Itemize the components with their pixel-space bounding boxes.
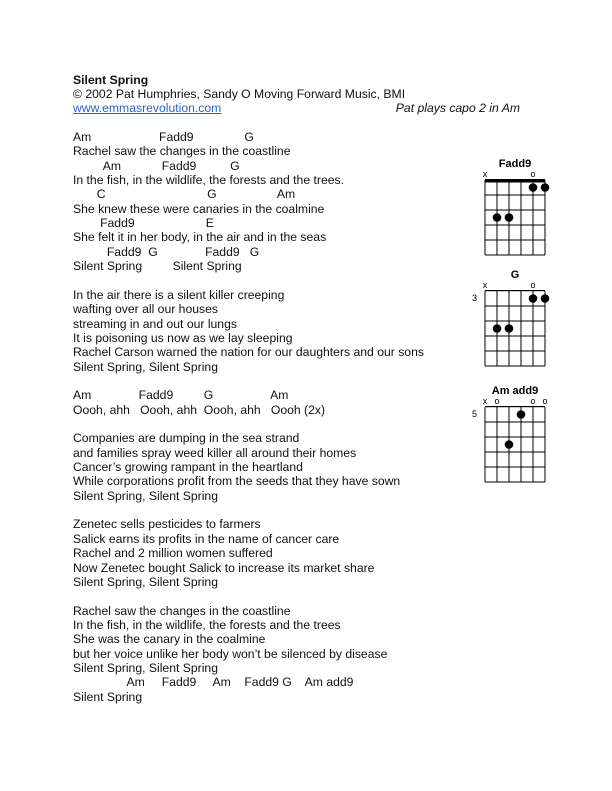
lyric-line: Rachel Carson warned the nation for our daughters and our sons <box>73 345 424 360</box>
lyric-line: Silent Spring Silent Spring <box>73 259 242 274</box>
lyric-line: Am Fadd9 G <box>73 158 240 173</box>
lyric-line: Silent Spring, Silent Spring <box>73 359 218 374</box>
chord-name: Fadd9 <box>498 158 532 170</box>
lyric-line: Fadd9 E <box>73 216 214 231</box>
open-string-mark: o <box>530 280 536 290</box>
finger-dot <box>505 440 514 449</box>
lyric-line: It is poisoning us now as we lay sleeping <box>73 330 293 345</box>
lyric-line: While corporations profit from the seeds that they have sown <box>73 474 401 489</box>
lyric-line: Am Fadd9 Am Fadd9 G Am add9 <box>73 675 354 690</box>
lyric-line: Fadd9 G Fadd9 G <box>73 244 260 259</box>
lyric-line: but her voice unlike her body won’t be silenced by disease <box>73 646 388 661</box>
finger-dot <box>505 324 514 333</box>
finger-dot <box>517 410 526 419</box>
lyric-line: Am Fadd9 G <box>73 130 254 144</box>
nut-bar <box>485 179 545 183</box>
finger-dot <box>541 294 550 303</box>
chord-diagram-fadd9 <box>468 156 558 260</box>
chord-diagram-am-add9 <box>468 383 558 487</box>
lyric-line: Now Zenetec bought Salick to increase its market share <box>73 560 375 575</box>
lyric-line: and families spray weed killer all around their homes <box>73 445 357 460</box>
lyric-line: Salick earns its profits in the name of cancer care <box>73 531 340 546</box>
lyric-line: Companies are dumping in the sea strand <box>73 431 300 446</box>
open-string-mark: o <box>542 396 548 406</box>
muted-string-mark: x <box>482 396 488 406</box>
lyric-line: Silent Spring, Silent Spring <box>73 574 218 589</box>
lyric-line: C G Am <box>73 187 296 202</box>
muted-string-mark: x <box>482 169 488 179</box>
fret-number-label: 5 <box>471 409 477 419</box>
lyric-line: Rachel saw the changes in the coastline <box>73 603 291 618</box>
copyright-line: © 2002 Pat Humphries, Sandy O Moving Forward Music, BMI <box>73 87 406 101</box>
website-link[interactable]: www.emmasrevolution.com <box>73 101 222 115</box>
finger-dot <box>493 213 502 222</box>
chord-diagram-svg <box>468 267 558 371</box>
lyric-line: Zenetec sells pesticides to farmers <box>73 517 261 532</box>
lyric-line: streaming in and out our lungs <box>73 316 237 331</box>
chord-name: G <box>510 269 520 281</box>
lyric-line: Cancer’s growing rampant in the heartland <box>73 460 303 475</box>
finger-dot <box>493 324 502 333</box>
lyric-line: In the fish, in the wildlife, the forests and the trees <box>73 617 341 632</box>
lyric-line: In the fish, in the wildlife, the forests and the trees. <box>73 173 344 188</box>
finger-dot <box>529 183 538 192</box>
lyric-line: Silent Spring, Silent Spring <box>73 660 218 675</box>
capo-note: Pat plays capo 2 in Am <box>395 101 520 115</box>
lyric-line: Oooh, ahh Oooh, ahh Oooh, ahh Oooh (2x) <box>73 402 326 417</box>
lyric-line: Rachel and 2 million women suffered <box>73 546 273 561</box>
muted-string-mark: x <box>482 280 488 290</box>
nut-bar <box>485 406 545 407</box>
open-string-mark: o <box>530 169 536 179</box>
fret-number-label: 3 <box>471 293 477 303</box>
open-string-mark: o <box>494 396 500 406</box>
finger-dot <box>529 294 538 303</box>
lyric-line: Silent Spring, Silent Spring <box>73 488 218 503</box>
open-string-mark: o <box>530 396 536 406</box>
lyric-line: She felt it in her body, in the air and in the seas <box>73 230 327 245</box>
chord-name: Am add9 <box>491 385 539 397</box>
lyric-line: In the air there is a silent killer creeping <box>73 287 285 302</box>
song-title: Silent Spring <box>73 73 149 87</box>
nut-bar <box>485 290 545 291</box>
lyric-line: She was the canary in the coalmine <box>73 632 266 647</box>
lyric-line: She knew these were canaries in the coalmine <box>73 201 325 216</box>
lyric-line: Rachel saw the changes in the coastline <box>73 144 291 159</box>
chord-diagram-g <box>468 267 558 371</box>
chord-diagram-svg <box>468 156 558 260</box>
lyric-line: wafting over all our houses <box>73 302 218 317</box>
finger-dot <box>541 183 550 192</box>
lyric-line: Am Fadd9 G Am <box>73 388 289 403</box>
finger-dot <box>505 213 514 222</box>
lyric-line: Silent Spring <box>73 689 143 704</box>
chord-diagram-svg <box>468 383 558 487</box>
